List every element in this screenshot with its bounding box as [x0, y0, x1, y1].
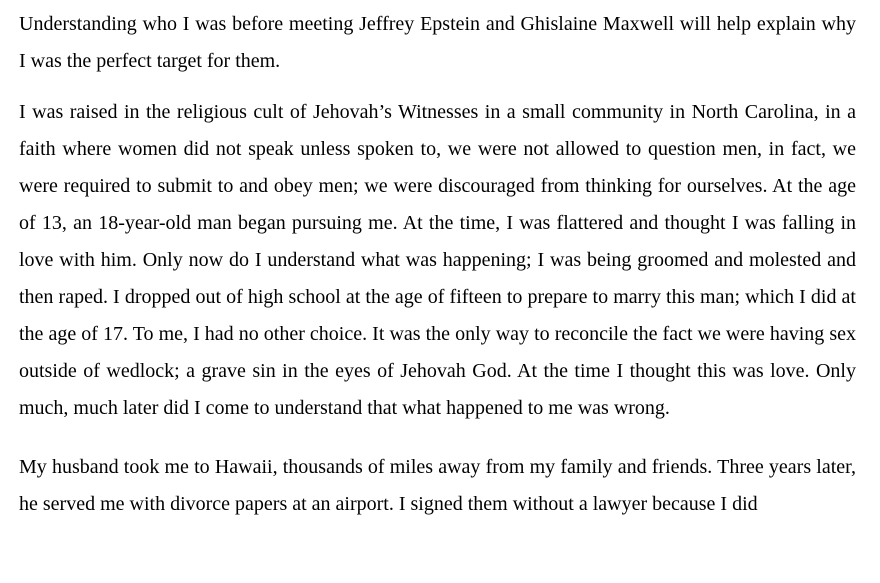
paragraph-3: My husband took me to Hawaii, thousands of miles away from my family and friends. Three years later, he served me with divorce papers at an airport. I signed them without a lawyer because I did	[19, 456, 856, 515]
paragraph-2: I was raised in the religious cult of Jehovah’s Witnesses in a small community in North Carolina, in a faith where women did not speak unless spoken to, we were not allowed to question men, in fact, we were required to submit to and obey men; we were discouraged from thinking for ourselves. At the age of 13, an 18-year-old man began pursuing me. At the time, I was flattered and thought I was falling in love with him. Only now do I understand what was happening; I was being groomed and molested and then raped. I dropped out of high school at the age of fifteen to prepare to marry this man; which I did at the age of 17. To me, I had no other choice. It was the only way to reconcile the fact we were having sex outside of wedlock; a grave sin in the eyes of Jehovah God. At the time I thought this was love. Only much, much later did I come to understand that what happened to me was wrong.	[19, 101, 856, 419]
paragraph-1: Understanding who I was before meeting Jeffrey Epstein and Ghislaine Maxwell will help explain why I was the perfect target for them.	[19, 13, 856, 72]
